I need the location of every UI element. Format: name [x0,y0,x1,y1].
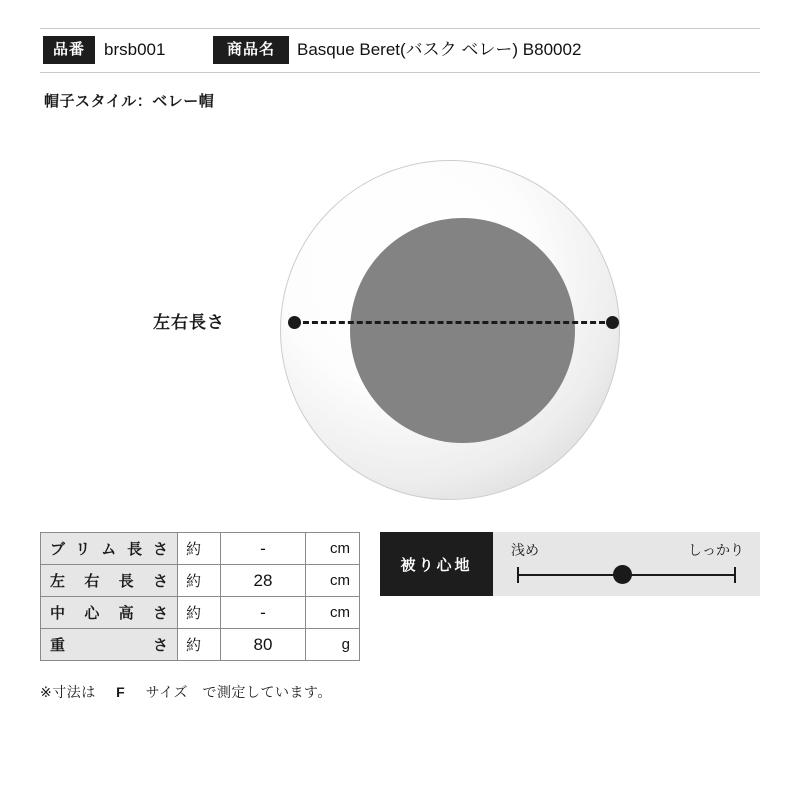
spec-unit: cm [306,533,360,565]
header-divider-top [40,28,760,29]
table-row [41,533,360,565]
spec-value: 28 [221,565,306,597]
spec-unit: g [306,629,360,661]
measurement-note [40,682,332,702]
note-size-value: F [116,684,126,700]
product-code-label: 品番 [43,36,95,64]
spec-approx: 約 [178,597,221,629]
measure-endpoint-left-icon [288,316,301,329]
spec-table [40,532,360,661]
spec-value: 80 [221,629,306,661]
note-prefix: ※寸法は [40,684,96,700]
spec-key: 中心高さ [41,597,178,629]
hat-diagram [40,140,760,520]
measure-endpoint-right-icon [606,316,619,329]
note-suffix: サイズ で測定しています。 [145,684,332,700]
spec-unit: cm [306,597,360,629]
spec-unit: cm [306,565,360,597]
product-code-value: brsb001 [104,40,166,59]
fit-feel-panel [380,532,760,596]
fit-scale-left-cap [517,567,519,583]
spec-approx: 約 [178,629,221,661]
fit-scale-right-label: しっかり [688,542,744,558]
width-measure-label: 左右長さ [153,313,225,332]
hat-inner-shape [350,218,575,443]
fit-feel-label: 被り心地 [380,532,493,596]
spec-value: - [221,597,306,629]
spec-key: 重さ [41,629,178,661]
spec-value: - [221,533,306,565]
fit-scale-marker [613,565,632,584]
spec-approx: 約 [178,565,221,597]
table-row [41,629,360,661]
fit-scale-left-label: 浅め [511,542,539,558]
spec-key: ブリム長さ [41,533,178,565]
width-measure-line [294,321,614,324]
fit-feel-scale [493,532,760,596]
product-name-label: 商品名 [213,36,289,64]
header-divider-bottom [40,72,760,73]
fit-scale-right-cap [734,567,736,583]
product-name-value: Basque Beret(バスク ベレー) B80002 [297,40,582,59]
spec-approx: 約 [178,533,221,565]
hat-style-line: 帽子スタイル：ベレー帽 [44,93,215,110]
table-row [41,597,360,629]
fit-scale-endpoints [493,540,760,558]
spec-key: 左右長さ [41,565,178,597]
table-row [41,565,360,597]
